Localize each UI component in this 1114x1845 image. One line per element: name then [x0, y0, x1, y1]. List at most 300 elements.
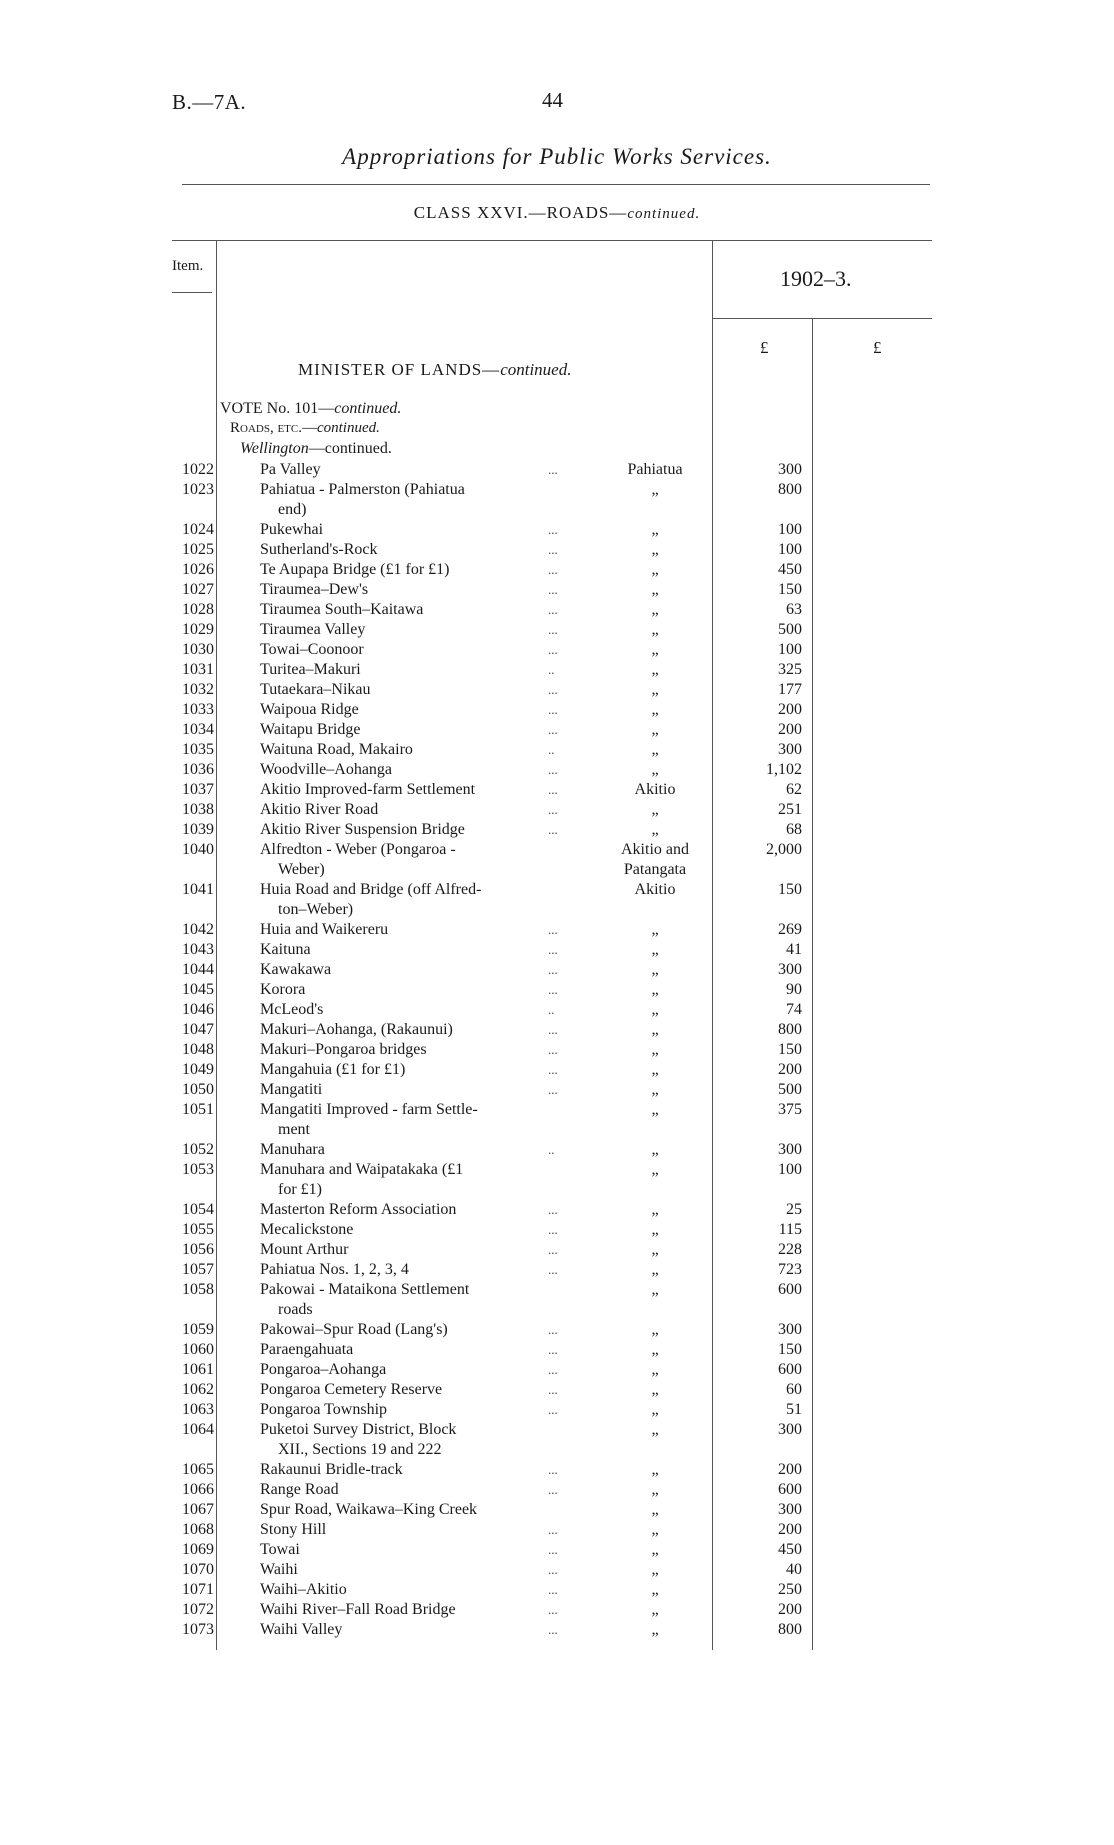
road-name: [260, 1500, 566, 1520]
amount: 2,000: [766, 841, 802, 858]
leader-dots: ...: [548, 1202, 558, 1217]
district-line: „: [651, 801, 659, 818]
district: [600, 960, 710, 980]
road-name-line: Weber): [278, 861, 325, 878]
leader-dots: ...: [548, 1242, 558, 1257]
road-name-line: XII., Sections 19 and 222: [278, 1441, 442, 1458]
district: [600, 1600, 710, 1620]
item-number: 1030: [182, 641, 214, 658]
leader-dots: ...: [548, 1222, 558, 1237]
table-row: [0, 720, 1114, 740]
amount: 150: [778, 581, 802, 598]
leader-dots: ...: [548, 762, 558, 777]
amount: 250: [778, 1581, 802, 1598]
road-name-line: Kaituna: [260, 941, 311, 958]
road-name-line: Makuri–Aohanga, (Rakaunui): [260, 1021, 453, 1038]
item-number: 1069: [182, 1541, 214, 1558]
leader-dots: ...: [548, 462, 558, 477]
road-name-line: Rakaunui Bridle-track: [260, 1461, 403, 1478]
road-name-line: Akitio Improved-farm Settlement: [260, 781, 476, 798]
district-line: Akitio: [634, 881, 676, 898]
district: [600, 1220, 710, 1240]
table-row: [0, 1240, 1114, 1260]
leader-dots: ...: [548, 1402, 558, 1417]
district: [600, 1260, 710, 1280]
item-number: 1062: [182, 1381, 214, 1398]
amount: 300: [778, 461, 802, 478]
table-row: [0, 840, 1114, 880]
item-column-header: Item.: [172, 258, 204, 274]
district-line: „: [651, 1581, 659, 1598]
road-name-line: ment: [278, 1121, 310, 1138]
district-line: „: [651, 1201, 659, 1218]
amount: 228: [778, 1241, 802, 1258]
road-name: [260, 880, 566, 920]
district: [600, 1080, 710, 1100]
table-row: [0, 940, 1114, 960]
table-row: [0, 520, 1114, 540]
district: [600, 520, 710, 540]
district-line: „: [651, 981, 659, 998]
item-number: 1055: [182, 1221, 214, 1238]
road-name: [260, 520, 566, 540]
table-row: [0, 1560, 1114, 1580]
table-row: [0, 1500, 1114, 1520]
year-column-header: 1902–3.: [780, 266, 852, 291]
leader-dots: ...: [548, 1382, 558, 1397]
item-number: 1071: [182, 1581, 214, 1598]
road-name-line: Pahiatua Nos. 1, 2, 3, 4: [260, 1261, 409, 1278]
amount: 200: [778, 1461, 802, 1478]
road-name-line: Mecalickstone: [260, 1221, 354, 1238]
district: [600, 700, 710, 720]
table-row: [0, 1360, 1114, 1380]
road-name-line: Tiraumea Valley: [260, 621, 366, 638]
item-number: 1066: [182, 1481, 214, 1498]
amount: 1,102: [766, 761, 802, 778]
road-name-line: Huia Road and Bridge (off Alfred-: [260, 881, 482, 898]
road-name: [260, 1620, 566, 1640]
leader-dots: ...: [548, 1042, 558, 1057]
item-number: 1040: [182, 841, 214, 858]
item-number: 1053: [182, 1161, 214, 1178]
road-name: [260, 660, 566, 680]
road-name: [260, 640, 566, 660]
leader-dots: ...: [548, 1462, 558, 1477]
district-line: „: [651, 1281, 659, 1298]
district: [600, 1280, 710, 1300]
amount: 100: [778, 521, 802, 538]
leader-dots: ...: [548, 682, 558, 697]
item-number: 1042: [182, 921, 214, 938]
district: [600, 940, 710, 960]
amount: 150: [778, 1341, 802, 1358]
leader-dots: ...: [548, 1082, 558, 1097]
road-name: [260, 1540, 566, 1560]
district-line: Akitio and: [621, 841, 689, 858]
item-number: 1073: [182, 1621, 214, 1638]
leader-dots: ...: [548, 942, 558, 957]
road-name-line: Sutherland's-Rock: [260, 541, 378, 558]
table-row: [0, 1060, 1114, 1080]
table-row: [0, 640, 1114, 660]
page-number: 44: [542, 88, 563, 112]
minister-heading: MINISTER OF LANDS—continued.: [298, 360, 572, 379]
amount: 115: [778, 1221, 802, 1238]
table-row: [0, 660, 1114, 680]
vote-heading: VOTE No. 101—continued.: [220, 400, 402, 417]
road-name: [260, 1260, 566, 1280]
district-line: „: [651, 561, 659, 578]
year-header-rule: [712, 318, 932, 319]
district: [600, 1100, 710, 1120]
district-line: „: [651, 1221, 659, 1238]
item-number: 1072: [182, 1601, 214, 1618]
district: [600, 760, 710, 780]
road-name-line: Waihi Valley: [260, 1621, 343, 1638]
item-number: 1070: [182, 1561, 214, 1578]
district-line: Patangata: [623, 861, 687, 878]
district-line: „: [651, 1021, 659, 1038]
road-name-line: Waipoua Ridge: [260, 701, 359, 718]
amount: 800: [778, 481, 802, 498]
amount: 200: [778, 701, 802, 718]
amount: 600: [778, 1481, 802, 1498]
item-number: 1051: [182, 1101, 214, 1118]
district: [600, 880, 710, 900]
table-row: [0, 1140, 1114, 1160]
district: [600, 680, 710, 700]
item-number: 1067: [182, 1501, 214, 1518]
road-name-line: roads: [278, 1301, 313, 1318]
amount: 100: [778, 641, 802, 658]
district: [600, 600, 710, 620]
road-name-line: Manuhara and Waipatakaka (£1: [260, 1161, 464, 1178]
road-name: [260, 1360, 566, 1380]
district: [600, 480, 710, 500]
road-name-line: Kawakawa: [260, 961, 332, 978]
table-row: [0, 1320, 1114, 1340]
road-name-line: Pongaroa Township: [260, 1401, 388, 1418]
district: [600, 640, 710, 660]
road-name-line: Range Road: [260, 1481, 339, 1498]
road-name-line: Pakowai - Mataikona Settlement: [260, 1281, 470, 1298]
item-number: 1052: [182, 1141, 214, 1158]
item-number: 1031: [182, 661, 214, 678]
district-line: „: [651, 601, 659, 618]
item-number: 1035: [182, 741, 214, 758]
item-number: 1050: [182, 1081, 214, 1098]
district: [600, 1060, 710, 1080]
district-line: „: [651, 1081, 659, 1098]
road-name: [260, 460, 566, 480]
road-name: [260, 1580, 566, 1600]
district: [600, 580, 710, 600]
district: [600, 1200, 710, 1220]
leader-dots: ...: [548, 1482, 558, 1497]
road-name: [260, 1460, 566, 1480]
amount: 60: [786, 1381, 802, 1398]
road-name-line: Pahiatua - Palmerston (Pahiatua: [260, 481, 465, 498]
district-line: „: [651, 1141, 659, 1158]
district: [600, 1400, 710, 1420]
table-row: [0, 1000, 1114, 1020]
road-name-line: Waihi–Akitio: [260, 1581, 347, 1598]
amount: 40: [786, 1561, 802, 1578]
leader-dots: ..: [548, 1002, 555, 1017]
document-reference: B.—7A.: [172, 90, 247, 114]
table-row: [0, 920, 1114, 940]
district-line: „: [651, 681, 659, 698]
item-number: 1034: [182, 721, 214, 738]
amount: 150: [778, 881, 802, 898]
district: [600, 1580, 710, 1600]
amount: 63: [786, 601, 802, 618]
district-line: „: [651, 741, 659, 758]
road-name: [260, 1020, 566, 1040]
road-name-line: Paraengahuata: [260, 1341, 354, 1358]
road-name-line: Pakowai–Spur Road (Lang's): [260, 1321, 448, 1338]
amount: 200: [778, 721, 802, 738]
road-name: [260, 1520, 566, 1540]
district-line: „: [651, 661, 659, 678]
road-name-line: Stony Hill: [260, 1521, 327, 1538]
amount: 300: [778, 741, 802, 758]
table-row: [0, 880, 1114, 920]
amount: 200: [778, 1601, 802, 1618]
item-number: 1047: [182, 1021, 214, 1038]
item-number: 1064: [182, 1421, 214, 1438]
amount: 74: [786, 1001, 802, 1018]
amount: 600: [778, 1361, 802, 1378]
leader-dots: ...: [548, 1522, 558, 1537]
item-number: 1022: [182, 461, 214, 478]
district: [600, 1460, 710, 1480]
district-line: „: [651, 1161, 659, 1178]
table-row: [0, 600, 1114, 620]
road-name-line: Puketoi Survey District, Block: [260, 1421, 457, 1438]
leader-dots: ..: [548, 1142, 555, 1157]
leader-dots: ...: [548, 802, 558, 817]
district-line: „: [651, 1241, 659, 1258]
road-name: [260, 580, 566, 600]
amount: 300: [778, 1141, 802, 1158]
district: [600, 1380, 710, 1400]
road-name: [260, 940, 566, 960]
district: [600, 1020, 710, 1040]
amount: 25: [786, 1201, 802, 1218]
road-name: [260, 800, 566, 820]
item-number: 1039: [182, 821, 214, 838]
road-name-line: Tiraumea–Dew's: [260, 581, 369, 598]
district: [600, 660, 710, 680]
district-line: „: [651, 1561, 659, 1578]
district-line: „: [651, 521, 659, 538]
leader-dots: ...: [548, 602, 558, 617]
amount: 300: [778, 961, 802, 978]
district: [600, 460, 710, 480]
table-row: [0, 960, 1114, 980]
table-row: [0, 1020, 1114, 1040]
road-name-line: Huia and Waikereru: [260, 921, 389, 938]
table-row: [0, 1400, 1114, 1420]
road-name: [260, 1380, 566, 1400]
table-row: [0, 1340, 1114, 1360]
amount: 300: [778, 1421, 802, 1438]
road-name: [260, 840, 566, 880]
table-row: [0, 1520, 1114, 1540]
district-line: „: [651, 581, 659, 598]
district-line: „: [651, 1321, 659, 1338]
leader-dots: ...: [548, 922, 558, 937]
leader-dots: ...: [548, 982, 558, 997]
table-row: [0, 1480, 1114, 1500]
table-row: [0, 800, 1114, 820]
road-name: [260, 1140, 566, 1160]
table-row: [0, 1260, 1114, 1280]
leader-dots: ...: [548, 542, 558, 557]
leader-dots: ...: [548, 782, 558, 797]
item-number: 1027: [182, 581, 214, 598]
table-row: [0, 680, 1114, 700]
table-row: [0, 980, 1114, 1000]
district: [600, 920, 710, 940]
road-name: [260, 1100, 566, 1140]
item-number: 1032: [182, 681, 214, 698]
road-name: [260, 920, 566, 940]
district: [600, 1000, 710, 1020]
leader-dots: ...: [548, 642, 558, 657]
table-row: [0, 740, 1114, 760]
road-name-line: Waihi: [260, 1561, 298, 1578]
pound-symbol-left: £: [760, 338, 769, 357]
item-number: 1061: [182, 1361, 214, 1378]
district-line: „: [651, 1481, 659, 1498]
road-name: [260, 760, 566, 780]
amount: 325: [778, 661, 802, 678]
district: [600, 1340, 710, 1360]
item-number: 1025: [182, 541, 214, 558]
table-row: [0, 1040, 1114, 1060]
road-name-line: for £1): [278, 1181, 322, 1198]
road-name: [260, 680, 566, 700]
item-number: 1043: [182, 941, 214, 958]
table-row: [0, 1540, 1114, 1560]
table-row: [0, 780, 1114, 800]
amount: 375: [778, 1101, 802, 1118]
amount: 100: [778, 1161, 802, 1178]
district: [600, 540, 710, 560]
district-line: „: [651, 641, 659, 658]
leader-dots: ...: [548, 1022, 558, 1037]
amount: 177: [778, 681, 802, 698]
district-line: „: [651, 541, 659, 558]
district-line: „: [651, 1381, 659, 1398]
item-number: 1044: [182, 961, 214, 978]
road-name-line: Waihi River–Fall Road Bridge: [260, 1601, 456, 1618]
road-name-line: end): [278, 501, 307, 518]
leader-dots: ..: [548, 742, 555, 757]
table-row: [0, 1580, 1114, 1600]
table-row: [0, 1420, 1114, 1460]
road-name: [260, 1060, 566, 1080]
district-line: „: [651, 481, 659, 498]
table-row: [0, 760, 1114, 780]
road-name-line: Spur Road, Waikawa–King Creek: [260, 1501, 478, 1518]
item-number: 1041: [182, 881, 214, 898]
district-line: „: [651, 1401, 659, 1418]
road-name-line: Alfredton - Weber (Pongaroa -: [260, 841, 456, 858]
road-name: [260, 600, 566, 620]
class-heading: CLASS XXVI.—ROADS—continued.: [413, 203, 701, 222]
district-line: „: [651, 621, 659, 638]
leader-dots: ...: [548, 1362, 558, 1377]
district-line: „: [651, 701, 659, 718]
road-name: [260, 980, 566, 1000]
amount: 300: [778, 1501, 802, 1518]
district-line: Pahiatua: [627, 461, 683, 478]
leader-dots: ...: [548, 522, 558, 537]
district-line: „: [651, 1001, 659, 1018]
leader-dots: ...: [548, 1582, 558, 1597]
district: [600, 1480, 710, 1500]
road-name-line: Towai–Coonoor: [260, 641, 364, 658]
leader-dots: ...: [548, 1062, 558, 1077]
table-row: [0, 1200, 1114, 1220]
road-name: [260, 780, 566, 800]
leader-dots: ...: [548, 1342, 558, 1357]
pound-symbol-right: £: [873, 338, 882, 357]
road-name: [260, 720, 566, 740]
table-row: [0, 560, 1114, 580]
road-name-line: Akitio River Road: [260, 801, 379, 818]
road-name: [260, 1480, 566, 1500]
road-name: [260, 700, 566, 720]
road-name: [260, 960, 566, 980]
item-number: 1056: [182, 1241, 214, 1258]
district: [600, 1500, 710, 1520]
road-name: [260, 620, 566, 640]
table-row: [0, 1160, 1114, 1200]
road-name: [260, 1220, 566, 1240]
district-line: „: [651, 1501, 659, 1518]
road-name: [260, 1560, 566, 1580]
region-subheading: Wellington—continued.: [240, 440, 392, 457]
leader-dots: ...: [548, 1262, 558, 1277]
leader-dots: ...: [548, 1542, 558, 1557]
road-name-line: Mangahuia (£1 for £1): [260, 1061, 406, 1078]
road-name: [260, 1340, 566, 1360]
item-number: 1024: [182, 521, 214, 538]
road-name-line: Turitea–Makuri: [260, 661, 361, 678]
district: [600, 980, 710, 1000]
road-name: [260, 1320, 566, 1340]
road-name-line: ton–Weber): [278, 901, 354, 918]
item-number: 1028: [182, 601, 214, 618]
amount: 800: [778, 1021, 802, 1038]
leader-dots: ...: [548, 622, 558, 637]
district: [600, 1560, 710, 1580]
leader-dots: ...: [548, 1322, 558, 1337]
district: [600, 840, 710, 880]
table-row: [0, 460, 1114, 480]
leader-dots: ...: [548, 1562, 558, 1577]
road-name-line: Makuri–Pongaroa bridges: [260, 1041, 427, 1058]
amount: 68: [786, 821, 802, 838]
amount: 62: [786, 781, 802, 798]
district-line: „: [651, 761, 659, 778]
district: [600, 1240, 710, 1260]
